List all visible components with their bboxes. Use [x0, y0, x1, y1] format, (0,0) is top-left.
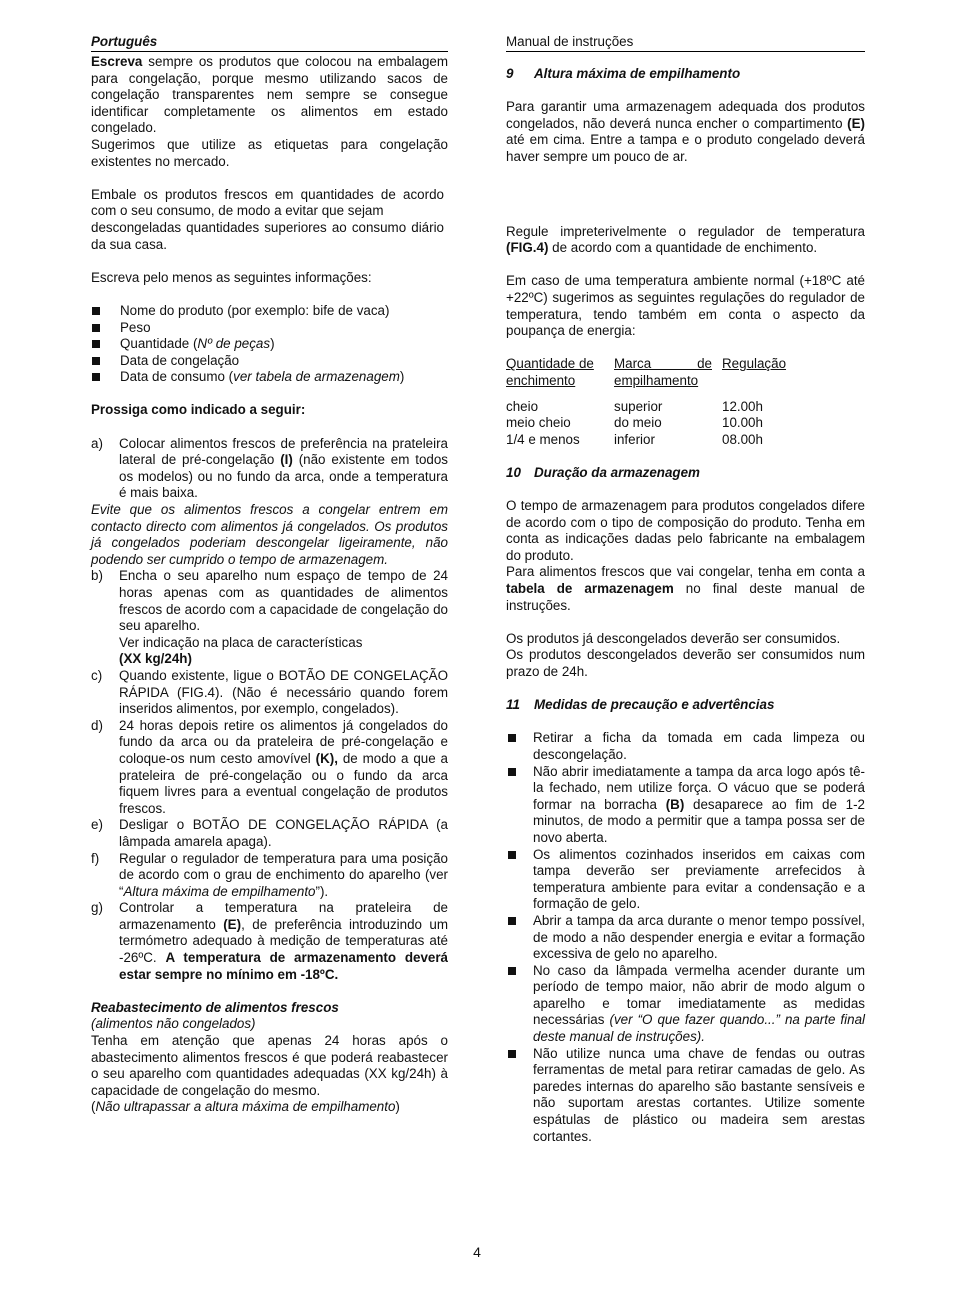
square-bullet-icon: [92, 340, 100, 348]
step-text: ”).: [315, 883, 329, 899]
precaution-item: [506, 847, 865, 913]
table-cell: 08.00h: [722, 431, 763, 447]
info-item-text: Data de congelação: [120, 352, 240, 368]
labels-suggestion: Sugerimos que utilize as etiquetas para congelação existentes no mercado.: [91, 136, 448, 169]
section-title: Medidas de precaução e advertências: [534, 697, 775, 713]
section-11-heading: [506, 697, 865, 714]
intro-lead: Escreva: [91, 54, 143, 69]
steps-list-cont: [91, 568, 448, 983]
info-item-emphasis: Nº de peças: [197, 336, 271, 352]
intro-text: sempre os produtos que colocou na embalagem para congelação, porque mesmo utilizando sacos de congelação transparentes nem sempre se consegue identificar completamente os alimentos em estado congelado.: [91, 54, 448, 136]
restock-note-emphasis: Não ultrapassar a altura máxima de empilhamento: [95, 1099, 396, 1115]
step-letter: g): [91, 900, 103, 916]
manual-header: [506, 34, 865, 52]
page-number: 4: [473, 1244, 481, 1260]
precaution-item: [506, 963, 865, 1046]
step-bold: (XX kg/24h): [119, 651, 192, 667]
table-cell: superior: [614, 398, 663, 414]
precaution-item: [506, 1046, 865, 1146]
section-9-p3: Em caso de uma temperatura ambiente normal (+18ºC até +22ºC) sugerimos as seguintes regulações do regulador de temperatura, tendo também em conta o aspecto da poupança de energia:: [506, 273, 865, 339]
info-item-text: ): [399, 369, 405, 385]
restock-note-text: ): [395, 1099, 400, 1115]
step-text: Encha o seu aparelho num espaço de tempo de 24 horas apenas com as quantidades de alimentos frescos de acordo com a capacidade de congelação do seu aparelho.: [119, 568, 448, 634]
section-9-p1: [506, 99, 865, 165]
restock-body: Tenha em atenção que apenas 24 horas após o abastecimento alimentos frescos é que poderá reabastecer o seu aparelho com quantidades adequadas (XX kg/24h) à capacidade de congelação do mesmo.: [91, 1033, 448, 1098]
restock-subtitle: (alimentos não congelados): [91, 1016, 256, 1032]
intro-paragraph: [91, 54, 448, 137]
square-bullet-icon: [508, 734, 516, 742]
precaution-bold: (B): [665, 796, 685, 812]
section-9-p2: [506, 224, 865, 257]
right-column: [506, 34, 865, 1145]
step-text: Colocar alimentos frescos de preferência na prateleira lateral de pré-congelação: [119, 435, 448, 468]
table-cell: 12.00h: [722, 398, 763, 414]
info-item-text: Nome do produto (por exemplo: bife de vaca): [120, 302, 390, 318]
section-number: 9: [506, 66, 514, 81]
section-10-p2: [506, 564, 865, 614]
manual-label: Manual de instruções: [506, 34, 634, 49]
info-list: [91, 303, 448, 386]
info-item-text: Quantidade (: [120, 336, 198, 352]
square-bullet-icon: [92, 373, 100, 381]
step-text: Quando existente, ligue o BOTÃO DE CONGELAÇÃO RÁPIDA (FIG.4). (Não é necessário quando forem inseridos alimentos, por exemplo, congelados).: [119, 667, 448, 717]
step-g: [91, 900, 448, 983]
precaution-item: [506, 764, 865, 847]
precaution-text: Abrir a tampa da arca durante o menor tempo possível, de modo a não despender energia e evitar a formação excessiva de gelo no aparelho.: [533, 912, 865, 962]
info-item-emphasis: ver tabela de armazenagem: [233, 369, 400, 385]
step-letter: e): [91, 817, 103, 833]
paragraph-text: no final deste manual de instruções.: [506, 581, 865, 613]
step-b: [91, 568, 448, 668]
step-text: Regular o regulador de temperatura para uma posição de acordo com o grau de enchimento do aparelho (ver “: [119, 850, 448, 899]
paragraph-text: Regule impreterivelmente o regulador de temperatura: [506, 223, 865, 239]
precaution-text: No caso da lâmpada vermelha acender durante um período de tempo maior, não abrir de modo algum o aparelho e tomar imediatamente as medidas necessárias: [533, 962, 865, 1028]
square-bullet-icon: [508, 1050, 516, 1058]
section-10-p4: Os produtos descongelados deverão ser consumidos num prazo de 24h.: [506, 647, 865, 679]
section-title: Altura máxima de empilhamento: [534, 66, 741, 81]
step-letter: b): [91, 568, 103, 584]
precautions-list: [506, 730, 865, 1145]
precaution-emphasis: (ver “O que fazer quando...” na parte final deste manual de instruções).: [533, 1012, 865, 1045]
write-info-text: Escreva pelo menos as seguintes informações:: [91, 269, 372, 285]
precaution-text: desaparece ao fim de 1-2 minutos, de modo a permitir que a tampa possa ser de novo aberta.: [533, 796, 866, 845]
square-bullet-icon: [508, 768, 516, 776]
paragraph-bold: tabela de armazenagem: [506, 581, 674, 597]
step-bold: (E): [223, 916, 242, 932]
step-text: Ver indicação na placa de características: [119, 634, 363, 650]
restock-note-text: (: [91, 1099, 96, 1115]
info-item-text: Peso: [120, 319, 151, 335]
square-bullet-icon: [508, 967, 516, 975]
language-header: [91, 34, 448, 52]
step-text: de modo a que a prateleira de pré-congelação ou o fundo da arca fiquem livres para a eventual congelação de produtos frescos.: [119, 750, 449, 816]
table-header-mark: Marca de empilhamento: [614, 356, 712, 388]
settings-table: [506, 356, 865, 448]
step-letter: a): [91, 435, 103, 451]
step-bold: (I): [280, 452, 293, 468]
table-cell: meio cheio: [506, 415, 571, 431]
step-letter: f): [91, 850, 100, 866]
section-9-heading: [506, 66, 865, 83]
square-bullet-icon: [92, 357, 100, 365]
section-number: 10: [506, 464, 521, 480]
table-cell: 1/4 e menos: [506, 431, 580, 447]
pack-paragraph-1: Embale os produtos frescos em quantidades de acordo com o seu consumo, de modo a evitar que sejam: [91, 186, 444, 219]
square-bullet-icon: [508, 851, 516, 859]
precaution-text: Retirar a ficha da tomada em cada limpeza ou descongelação.: [533, 730, 865, 762]
table-cell: do meio: [614, 415, 662, 431]
left-column: [91, 34, 448, 1116]
precaution-item: [506, 730, 865, 763]
step-text: 24 horas depois retire os alimentos já congelados do fundo da arca ou da prateleira de pré-congelação e coloque-os num cesto amovível: [119, 717, 448, 766]
square-bullet-icon: [92, 324, 100, 332]
restock-note: [91, 1099, 448, 1116]
step-a-note: Evite que os alimentos frescos a congelar entrem em contacto directo com alimentos já congelados. Os produtos já congelados poderiam descongelar ligeiramente, não podendo ser cumprido o tempo de armazenagem.: [91, 502, 448, 567]
step-emphasis: Altura máxima de empilhamento: [123, 883, 316, 899]
paragraph-text: de acordo com a quantidade de enchimento.: [548, 240, 818, 256]
steps-list: [91, 436, 448, 502]
language-label: Português: [91, 34, 158, 49]
info-item: [91, 303, 448, 320]
step-text: Controlar a temperatura na prateleira de armazenamento: [119, 900, 448, 932]
proceed-heading: Prossiga como indicado a seguir:: [91, 402, 306, 418]
table-cell: cheio: [506, 398, 539, 414]
section-title: Duração da armazenagem: [534, 464, 700, 480]
step-f: [91, 851, 448, 901]
info-item: [91, 369, 448, 386]
step-bold: (K),: [315, 750, 338, 766]
paragraph-bold: (FIG.4): [506, 240, 549, 256]
table-header-quantity: Quantidade de enchimento: [506, 356, 594, 388]
paragraph-text: Para alimentos frescos que vai congelar, tenha em conta a: [506, 564, 865, 580]
square-bullet-icon: [92, 307, 100, 315]
step-c: [91, 668, 448, 718]
step-bold: A temperatura de armazenamento deverá estar sempre no mínimo em -18ºC.: [119, 950, 448, 982]
paragraph-text: Para garantir uma armazenagem adequada dos produtos congelados, não deverá nunca encher o compartimento: [506, 99, 865, 131]
paragraph-text: até em cima. Entre a tampa e o produto congelado deverá haver sempre um pouco de ar.: [506, 132, 865, 164]
step-text: (não existente em todos os modelos) ou no fundo da arca, onde a temperatura é mais baixa.: [119, 452, 448, 501]
section-10-p1: O tempo de armazenagem para produtos congelados difere de acordo com o tipo de composição do produto. Tenha em conta as indicações dadas pelo fabricante na embalagem do produto.: [506, 498, 865, 563]
step-d: [91, 718, 448, 818]
info-item: [91, 353, 448, 370]
step-a: [91, 436, 448, 502]
step-text: Desligar o BOTÃO DE CONGELAÇÃO RÁPIDA (a lâmpada amarela apaga).: [119, 817, 448, 849]
info-item-text: ): [270, 336, 275, 352]
restock-title: Reabastecimento de alimentos frescos: [91, 999, 339, 1015]
step-text: , de preferência introduzindo um termómetro adequado à medição de temperaturas até -26ºC.: [119, 916, 449, 966]
step-e: [91, 817, 448, 850]
square-bullet-icon: [508, 917, 516, 925]
table-header-setting: Regulação: [722, 356, 787, 372]
precaution-text: Não abrir imediatamente a tampa da arca logo após tê-la fechado, nem utilize força. O vácuo que se poderá formar na borracha: [533, 763, 865, 812]
table-cell: 10.00h: [722, 415, 763, 431]
section-number: 11: [506, 697, 520, 713]
paragraph-bold: (E): [847, 115, 865, 131]
info-item: [91, 336, 448, 353]
pack-paragraph-2: descongeladas quantidades superiores ao consumo diário da sua casa.: [91, 219, 444, 252]
precaution-text: Não utilize nunca uma chave de fendas ou outras ferramentas de metal para retirar camadas de gelo. As paredes internas do aparelho são bastante sensíveis e não suportam arestas cortantes. Utilize somente espátulas de plástico ou madeira sem arestas cortantes.: [533, 1045, 865, 1144]
step-letter: d): [91, 717, 103, 733]
precaution-text: Os alimentos cozinhados inseridos em caixas com tampa deverão ser previamente arrefecidos à temperatura ambiente para evitar a condensação e a formação de gelo.: [533, 846, 865, 912]
section-10-p3: Os produtos já descongelados deverão ser consumidos.: [506, 630, 841, 646]
info-item-text: Data de consumo (: [120, 369, 234, 385]
precaution-item: [506, 913, 865, 963]
step-letter: c): [91, 667, 103, 683]
section-10-heading: [506, 465, 865, 482]
table-cell: inferior: [614, 431, 655, 447]
info-item: [91, 320, 448, 337]
